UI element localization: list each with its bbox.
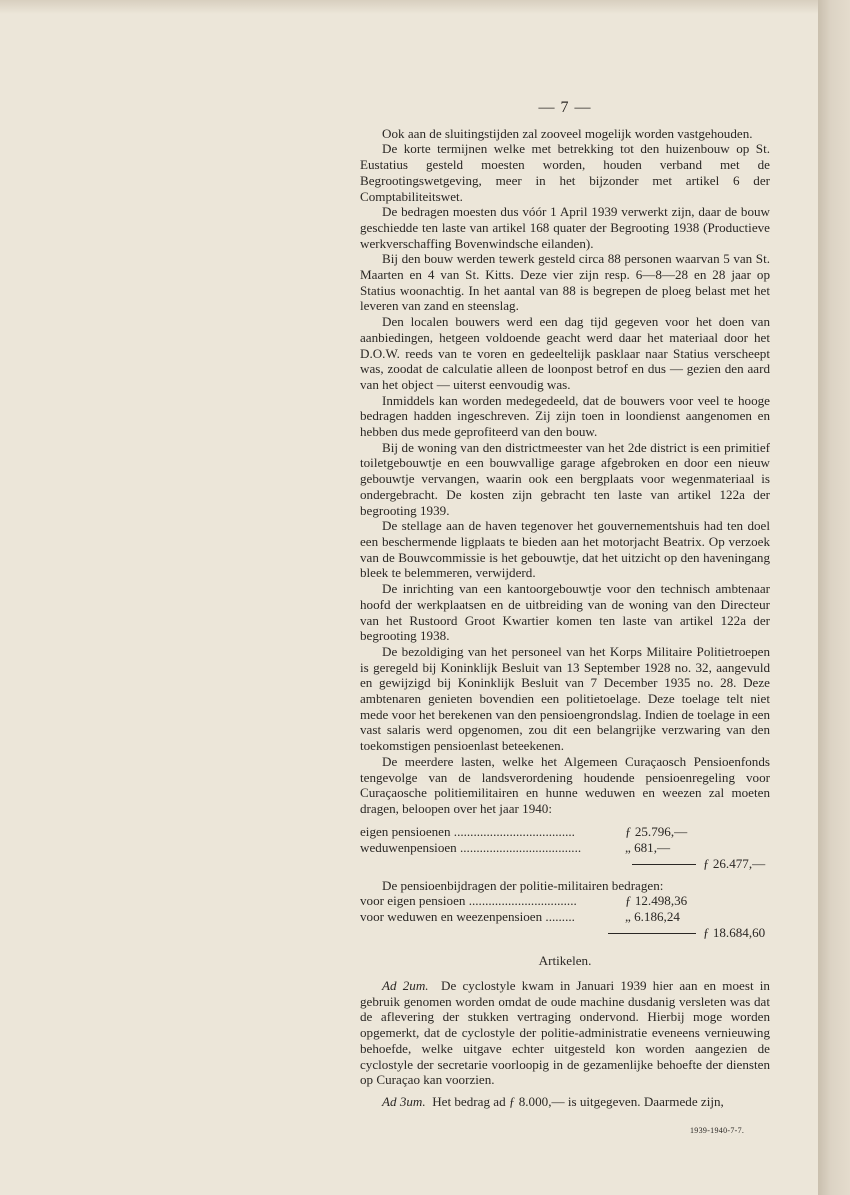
page-edge	[818, 0, 850, 1195]
pension-table-1	[360, 824, 770, 872]
paragraph: De pensioenbijdragen der politie-militairen bedragen:	[382, 877, 664, 893]
table-row	[360, 893, 770, 909]
paragraph: De korte termijnen welke met betrekking tot den huizenbouw op St. Eustatius gesteld moesten worden, houden verband met de Begrootingswetgeving, meer in het bijzonder met artikel 6 der Comptabiliteitswet.	[360, 141, 770, 204]
paragraph: Den localen bouwers werd een dag tijd gegeven voor het doen van aanbiedingen, hetgeen voldoende geacht werd daar het materiaal door het D.O.W. reeds van te voren en gedeeltelijk pasklaar naar Statius verscheept was, zoodat de calculatie alleen de loonpost betrof en dus — gezien den aard van het object — uiterst eenvoudig was.	[360, 314, 770, 392]
row-label: voor weduwen en weezenpensioen .........	[360, 909, 575, 925]
sum-rule	[632, 864, 696, 865]
row-label: eigen pensioenen .....................................	[360, 823, 575, 839]
table-row	[360, 824, 770, 840]
paragraph: De bedragen moesten dus vóór 1 April 1939 verwerkt zijn, daar de bouw geschiedde ten laste van artikel 168 quater der Begrooting 1938 (Productieve werkverschaffing Bovenwindsche eilanden).	[360, 204, 770, 251]
body-text	[360, 100, 770, 1110]
paragraph: Inmiddels kan worden medegedeeld, dat de bouwers voor veel te hooge bedragen hadden ingeschreven. Zij zijn toen in loondienst aangenomen en hebben dus mede geprofiteerd van den bouw.	[360, 392, 770, 440]
pension-table-2	[360, 893, 770, 941]
article-text: Het bedrag ad ƒ 8.000,— is uitgegeven. Daarmede zijn,	[432, 1093, 724, 1109]
page-number: — 7 —	[538, 99, 592, 116]
table-row	[360, 840, 770, 856]
article-paragraph	[360, 978, 770, 1088]
total-amount: ƒ 18.684,60	[703, 925, 766, 941]
total-row	[360, 925, 770, 941]
sum-rule	[608, 933, 696, 934]
article-label: Ad 3um.	[382, 1093, 426, 1109]
footer-code: 1939-1940-7-7.	[690, 1126, 745, 1135]
table-row	[360, 909, 770, 925]
paragraph: De bezoldiging van het personeel van het Korps Militaire Politietroepen is geregeld bij Koninklijk Besluit van 13 September 1928 no. 32, aangevuld en gewijzigd bij Koninklijk Besluit van 7 December 1935 no. 28. Deze ambtenaren genieten bovendien een politietoelage. Deze toelage telt niet mede voor het berekenen van den pensioengrondslag. Indien de toelage in een vast salaris werd opgenomen, zou dit een belangrijke verzwaring van den toekomstigen pensioenlast beteekenen.	[360, 643, 770, 754]
paragraph: De meerdere lasten, welke het Algemeen Curaçaosch Pensioenfonds tengevolge van de landsverordening houdende pensioenregeling voor Curaçaosche politiemilitairen en hunne weduwen en weezen zal moeten dragen, beloopen over het jaar 1940:	[360, 753, 770, 816]
total-amount: ƒ 26.477,—	[703, 855, 766, 871]
row-amount: ƒ 12.498,36	[625, 893, 688, 909]
total-row	[360, 856, 770, 872]
paragraph: Ook aan de sluitingstijden zal zooveel mogelijk worden vastgehouden.	[382, 125, 753, 141]
row-label: weduwenpensioen .....................................	[360, 839, 582, 855]
row-amount: „ 6.186,24	[625, 909, 680, 925]
paragraph: Bij de woning van den districtmeester van het 2de district is een primitief toiletgebouwtje en een bouwvallige garage afgebroken en door een nieuw gebouwtje vervangen, waarin ook een bergplaats voor wegenmateriaal is ondergebracht. De kosten zijn gebracht ten laste van artikel 122a der begrooting 1939.	[360, 439, 770, 518]
section-heading: Artikelen.	[538, 953, 592, 969]
paragraph: De stellage aan de haven tegenover het gouvernementshuis had ten doel een beschermende ligplaats te bieden aan het motorjacht Beatrix. Op verzoek van de Bouwcommissie is het gebouwtje, dat het uitzicht op den haveningang bleek te belemmeren, verwijderd.	[360, 518, 770, 581]
page-top-shadow	[0, 0, 818, 14]
article-label: Ad 2um.	[382, 978, 429, 994]
article-paragraph	[360, 1094, 770, 1110]
row-label: voor eigen pensioen .................................	[360, 893, 577, 909]
article-text: De cyclostyle kwam in Januari 1939 hier aan en moest in gebruik genomen worden omdat de oude machine dusdanig versleten was dat de aflevering der stukken vertraging ondervond. Hierbij moge worden opgemerkt, dat de cyclostyle der politie-administratie eveneens vernieuwing behoefde, welke uitgave echter uitgesteld kon worden aangezien de cyclostyle der secretarie voorloopig in de gezamenlijke behoefte der diensten op Curaçao kan voorzien.	[360, 978, 770, 1088]
paragraph: Bij den bouw werden tewerk gesteld circa 88 personen waarvan 5 van St. Maarten en 4 van St. Kitts. Deze vier zijn resp. 6—8—28 en 28 jaar op Statius woonachtig. In het aantal van 88 is begrepen de ploeg belast met het leveren van zand en steenslag.	[360, 251, 770, 314]
paragraph: De inrichting van een kantoorgebouwtje voor den technisch ambtenaar hoofd der werkplaatsen en de uitbreiding van de woning van den Directeur van het Rustoord Groot Kwartier komen ten laste van artikel 122a der begrooting 1938.	[360, 581, 770, 644]
row-amount: „ 681,—	[625, 839, 671, 855]
row-amount: ƒ 25.796,—	[625, 823, 688, 839]
